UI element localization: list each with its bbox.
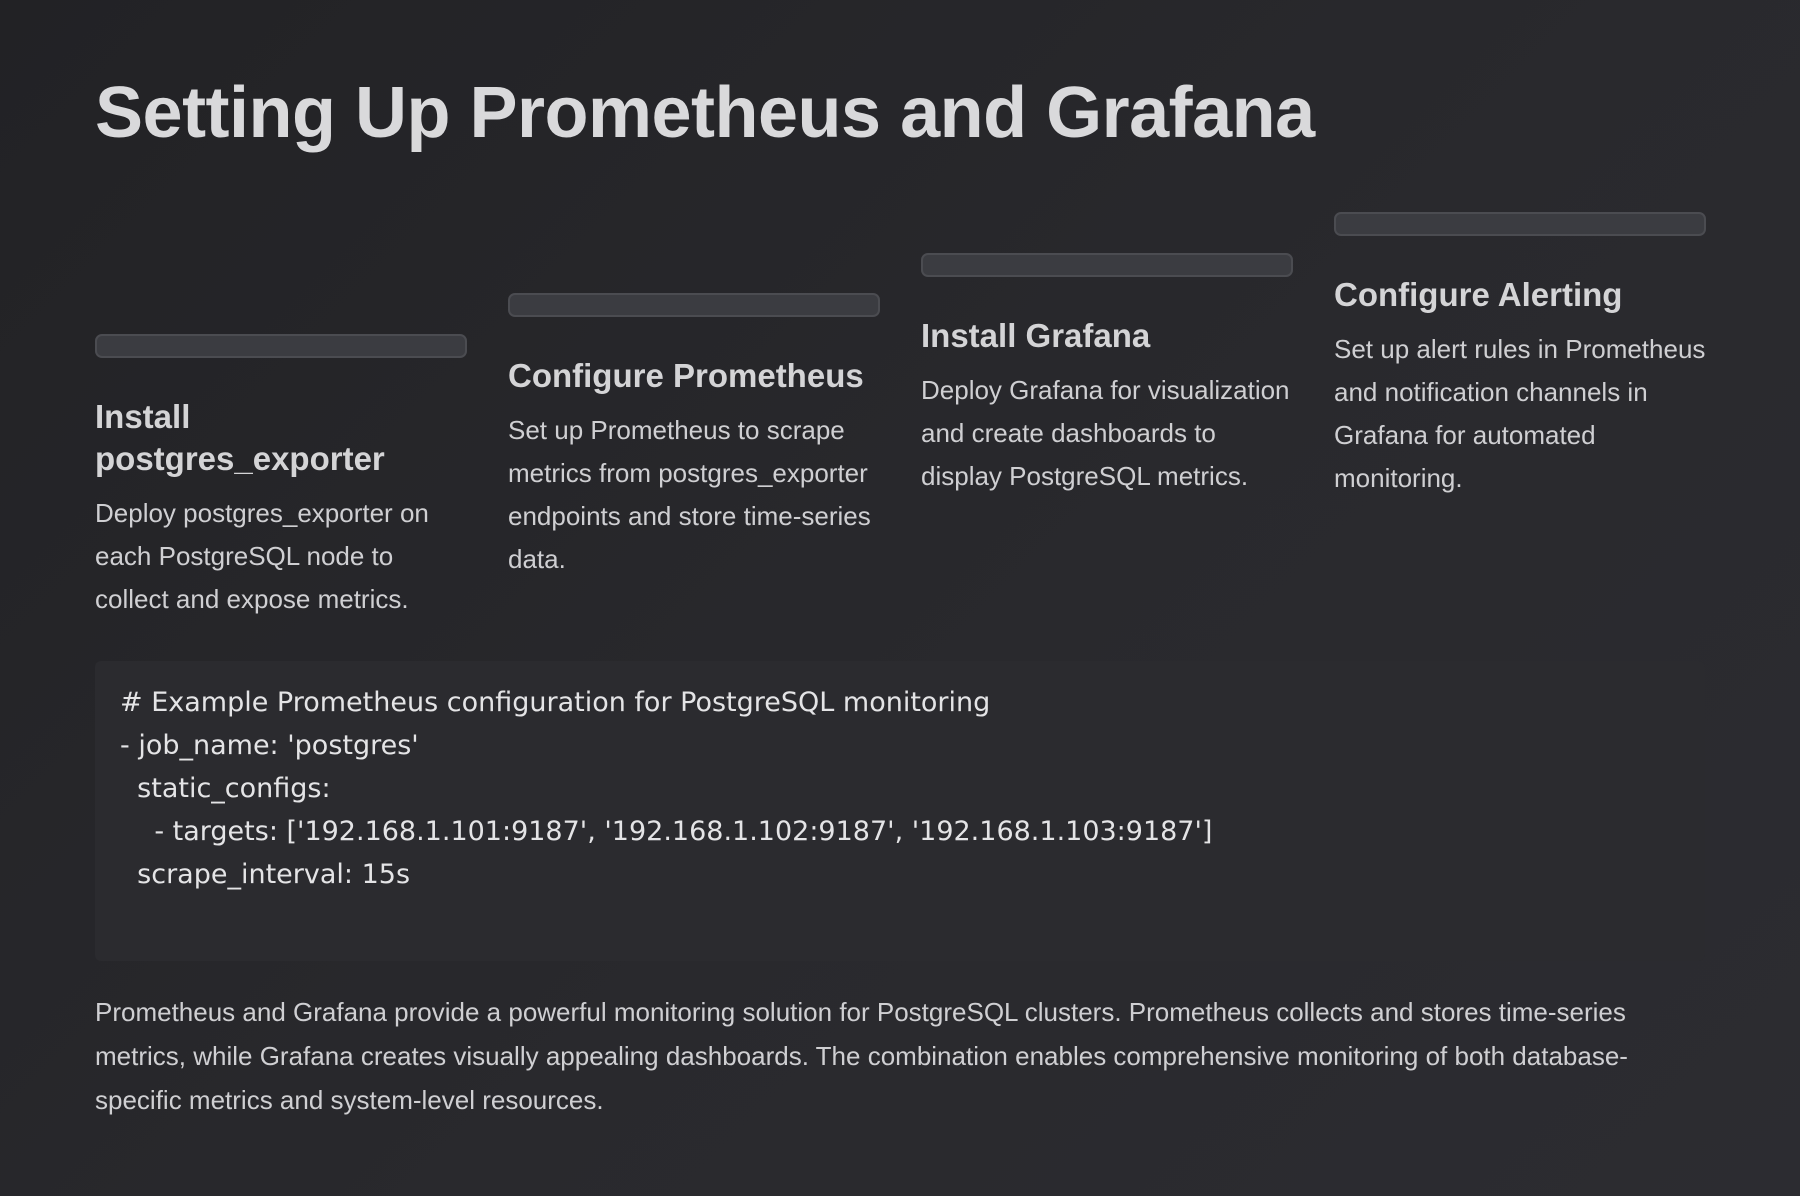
step-card-1 bbox=[95, 334, 467, 621]
code-line: static_configs: bbox=[120, 773, 331, 804]
step-bar bbox=[1334, 212, 1706, 236]
summary-paragraph: Prometheus and Grafana provide a powerful monitoring solution for PostgreSQL clusters. Prometheus collects and stores time-series metrics, while Grafana creates visually appealing dashboards. The combination enables comprehensive monitoring of both database-specific metrics and system-level resources. bbox=[95, 997, 1628, 1115]
code-line: - targets: ['192.168.1.101:9187', '192.168.1.102:9187', '192.168.1.103:9187'] bbox=[120, 816, 1213, 847]
step-card-2 bbox=[508, 293, 880, 581]
step-bar bbox=[95, 334, 467, 358]
step-title: Install postgres_exporter bbox=[95, 398, 385, 477]
code-line: # Example Prometheus configuration for PostgreSQL monitoring bbox=[120, 687, 991, 718]
step-description: Set up alert rules in Prometheus and notification channels in Grafana for automated monitoring. bbox=[1334, 334, 1706, 493]
step-card-4 bbox=[1334, 212, 1706, 500]
step-description: Deploy postgres_exporter on each PostgreSQL node to collect and expose metrics. bbox=[95, 498, 429, 614]
step-card-3 bbox=[921, 253, 1293, 498]
page-title: Setting Up Prometheus and Grafana bbox=[95, 73, 1315, 153]
code-line: scrape_interval: 15s bbox=[120, 859, 411, 890]
slide bbox=[95, 0, 1705, 1196]
code-block bbox=[95, 661, 1705, 961]
step-bar bbox=[921, 253, 1293, 277]
step-bar bbox=[508, 293, 880, 317]
step-title: Install Grafana bbox=[921, 317, 1151, 354]
step-description: Deploy Grafana for visualization and create dashboards to display PostgreSQL metrics. bbox=[921, 375, 1290, 491]
step-title: Configure Prometheus bbox=[508, 357, 864, 394]
step-title: Configure Alerting bbox=[1334, 276, 1623, 313]
code-line: - job_name: 'postgres' bbox=[120, 730, 419, 761]
step-description: Set up Prometheus to scrape metrics from postgres_exporter endpoints and store time-series data. bbox=[508, 415, 871, 574]
